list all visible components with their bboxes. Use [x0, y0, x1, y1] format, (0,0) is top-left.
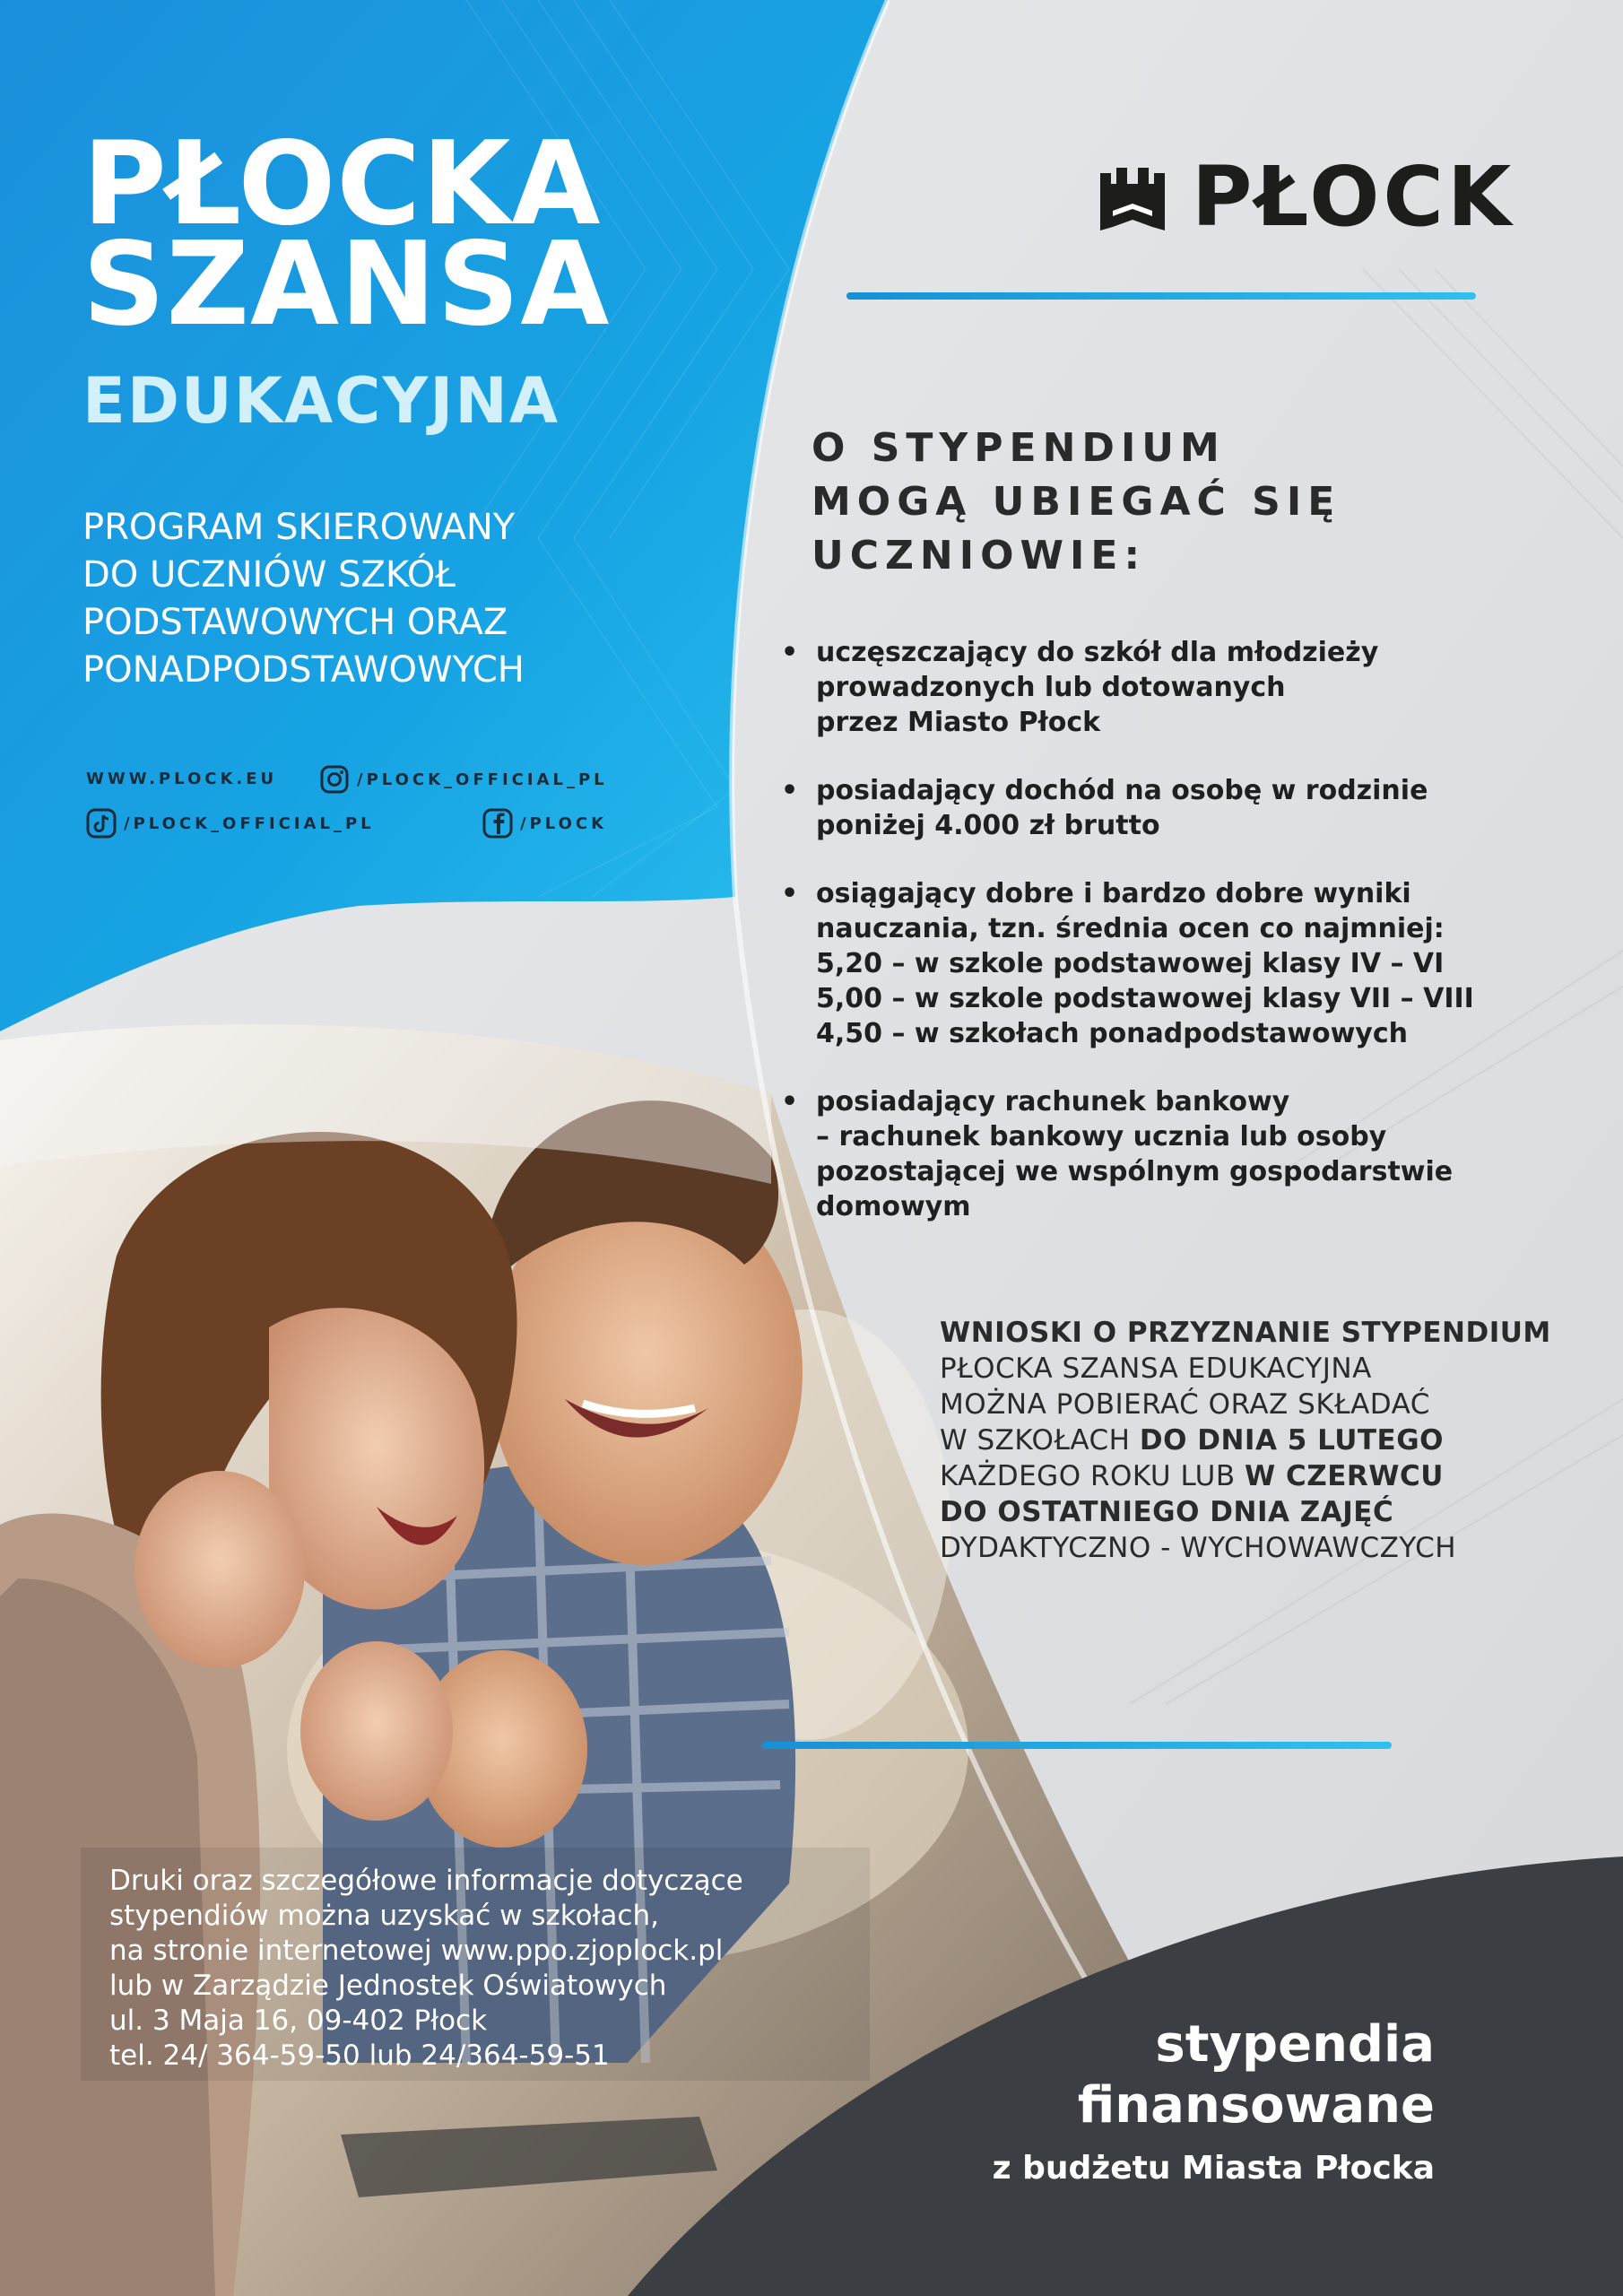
title-line-3: EDUKACYJNA	[82, 364, 560, 438]
website-text: WWW.PLOCK.EU	[86, 770, 278, 788]
tiktok-handle: /PLOCK_OFFICIAL_PL	[124, 813, 375, 833]
req-line: prowadzonych lub dotowanych	[816, 672, 1286, 703]
castle-crown-icon	[1098, 164, 1167, 230]
website-link[interactable]	[86, 770, 277, 788]
apply-line: W SZKOŁACH	[940, 1424, 1140, 1457]
facebook-icon	[482, 808, 513, 839]
apply-line: MOŻNA POBIERAĆ ORAZ SKŁADAĆ	[940, 1388, 1430, 1421]
req-line: • uczęszczający do szkół dla młodzieży	[816, 637, 1379, 668]
req-line: • posiadający rachunek bankowy	[816, 1086, 1290, 1118]
req-line: • osiągający dobre i bardzo dobre wyniki	[816, 878, 1411, 909]
applications-info	[940, 1315, 1551, 1566]
intro-line: PONADPODSTAWOWYCH	[82, 649, 525, 691]
req-line: pozostającej we wspólnym gospodarstwie	[816, 1156, 1454, 1187]
apply-line: DO OSTATNIEGO DNIA ZAJĘĆ	[940, 1496, 1394, 1528]
req-heading-line: O STYPENDIUM	[812, 425, 1226, 471]
program-description	[82, 504, 656, 694]
requirement-item-grades	[777, 876, 1512, 1051]
contact-line: lub w Zarządzie Jednostek Oświatowych	[109, 1970, 667, 2002]
requirements-list	[777, 635, 1512, 1257]
intro-line: PODSTAWOWYCH ORAZ	[82, 602, 508, 643]
intro-line: PROGRAM SKIEROWANY	[82, 507, 516, 548]
funding-line-3: z budżetu Miasta Płocka	[992, 2150, 1435, 2187]
logo-wordmark: PŁOCK	[1192, 149, 1515, 245]
instagram-icon	[319, 764, 350, 795]
req-line: – rachunek bankowy ucznia lub osoby	[816, 1121, 1387, 1152]
requirement-item-bank-account	[777, 1084, 1512, 1224]
funding-line-1: stypendia	[1155, 2015, 1435, 2074]
apply-line: WNIOSKI O PRZYZNANIE STYPENDIUM	[940, 1317, 1551, 1349]
instagram-handle: /PLOCK_OFFICIAL_PL	[357, 770, 608, 789]
req-line: domowym	[816, 1191, 971, 1222]
contact-line: ul. 3 Maja 16, 09-402 Płock	[109, 2005, 488, 2037]
facebook-handle: /PLOCK	[520, 813, 608, 833]
req-line: 5,00 – w szkole podstawowej klasy VII – VIII	[816, 983, 1474, 1014]
req-line: poniżej 4.000 zł brutto	[816, 810, 1160, 841]
req-heading-line: UCZNIOWIE:	[812, 533, 1147, 578]
contact-line: na stronie internetowej www.ppo.zjoplock.pl	[109, 1935, 724, 1967]
plock-logo	[1098, 149, 1515, 245]
contact-line: Druki oraz szczegółowe informacje dotyczące	[109, 1865, 743, 1897]
apply-line: PŁOCKA SZANSA EDUKACYJNA	[940, 1352, 1372, 1385]
apply-line: DYDAKTYCZNO - WYCHOWAWCZYCH	[940, 1532, 1457, 1564]
apply-line: KAŻDEGO ROKU LUB	[940, 1460, 1245, 1492]
divider-top	[846, 292, 1476, 300]
requirement-item-school	[777, 635, 1512, 740]
req-heading-line: MOGĄ UBIEGAĆ SIĘ	[812, 479, 1341, 525]
instagram-link[interactable]	[319, 764, 608, 795]
deadline-june: W CZERWCU	[1244, 1460, 1444, 1492]
tiktok-link[interactable]	[86, 808, 375, 839]
req-line: nauczania, tzn. średnia ocen co najmniej:	[816, 913, 1445, 944]
req-line: • posiadający dochód na osobę w rodzinie	[816, 775, 1428, 806]
contact-line: stypendiów można uzyskać w szkołach,	[109, 1900, 659, 1932]
facebook-link[interactable]	[482, 808, 607, 839]
requirement-item-income	[777, 773, 1512, 843]
title-line-2: SZANSA	[82, 218, 611, 352]
req-line: 5,20 – w szkole podstawowej klasy IV – VI	[816, 948, 1445, 979]
deadline-february: DO DNIA 5 LUTEGO	[1139, 1424, 1445, 1457]
requirements-heading	[812, 422, 1341, 583]
divider-bottom	[762, 1742, 1392, 1749]
tiktok-icon	[86, 808, 117, 839]
contact-line: tel. 24/ 364-59-50 lub 24/364-59-51	[109, 2039, 610, 2072]
req-line: przez Miasto Płock	[816, 707, 1101, 738]
title-line-1: PŁOCKA	[82, 117, 602, 251]
intro-line: DO UCZNIÓW SZKÓŁ	[82, 554, 456, 596]
req-line: 4,50 – w szkołach ponadpodstawowych	[816, 1018, 1408, 1049]
funding-line-2: finansowane	[1077, 2076, 1435, 2135]
program-title	[82, 117, 611, 352]
contact-info	[109, 1864, 743, 2074]
